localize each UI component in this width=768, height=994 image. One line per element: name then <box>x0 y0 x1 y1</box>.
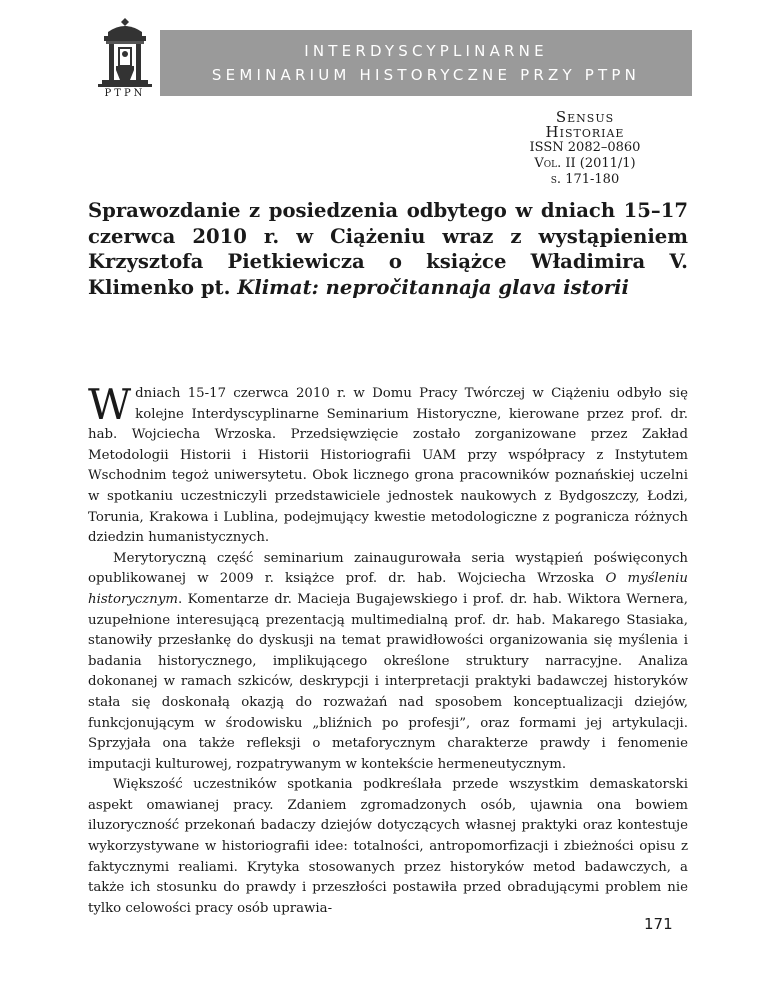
article-title-italic: Klimat: nepročitannaja glava istorii <box>237 275 629 299</box>
banner-line-1: INTERDYSCYPLINARNE <box>304 42 548 60</box>
article-title <box>88 198 688 300</box>
paragraph-2 <box>88 549 688 776</box>
header-banner <box>160 30 692 96</box>
book-title: O myśleniu historycznym <box>88 571 688 607</box>
paragraph-1 <box>88 380 688 549</box>
page-number: 171 <box>644 915 673 933</box>
paragraph-3: Większość uczestników spotkania podkreślała przede wszystkim demaskatorski aspekt omawianej pracy. Zdaniem zgromadzonych osób, ujawnia ona bowiem iluzoryczność przekonań badaczy dziejów dotyczących własnej praktyki oraz kontestuje wykorzystywane w historiografii idee: totalności, antropomorfizacji i zbieżności opisu z faktycznymi realiami. Krytyka stosowanych przez historyków metod badawczych, a także ich stosunku do prawdy i przeszłości postawiła przed obradującymi problem nie tylko celowości pracy osób uprawia- <box>88 777 688 916</box>
journal-name-line-1: Sensus <box>555 108 615 126</box>
paragraph-1-text: dniach 15-17 czerwca 2010 r. w Domu Pracy Twórczej w Ciążeniu odbyło się kolejne Interdyscyplinarne Seminarium Historyczne, kierowane przez prof. dr. hab. Wojciecha Wrzoska. Przedsięwzięcie zostało zorganizowane przez Zakład Metodologii Historii i Historii Historiografii UAM przy współpracy z Instytutem Wschodnim tegoż uniwersytetu. Obok licznego grona pracowników poznańskiej uczelni w spotkaniu uczestniczyli przedstawiciele jednostek naukowych z Bydgoszczy, Łodzi, Torunia, Krakowa i Lublina, podejmujący kwestie metodologiczne z pogranicza różnych dziedzin humanistycznych. <box>88 386 688 546</box>
journal-pages: s. 171-180 <box>550 172 620 187</box>
paragraph-2-before: Merytoryczną część seminarium zainaugurowała seria wystąpień poświęconych opublikowanej w 2009 r. książce prof. dr. hab. Wojciecha Wrzoska <box>88 550 688 587</box>
ptpn-logo <box>94 14 156 102</box>
journal-issn: ISSN 2082–0860 <box>529 140 641 155</box>
drop-cap: W <box>88 380 132 429</box>
paragraph-2-after: . Komentarze dr. Macieja Bugajewskiego i prof. dr. hab. Wiktora Wernera, uzupełnione interesującą prezentacją multimedialną prof. dr. hab. Makarego Stasiaka, stanowiły przesłankę do dyskusji na temat prawidłowości organizowania się myślenia i badania historycznego, implikującego określone struktury narracyjne. Analiza dokonanej w ramach szkiców, deskrypcji i interpretacji praktyki badawczej historyków stała się doskonałą okazją do rozważań nad sposobem konceptualizacji dziejów, funkcjonującym w środowisku „bliźnich po profesji”, oraz formami jej artykulacji. Sprzyjała ona także refleksji o metaforycznym charakterze prawdy i fenomenie imputacji kulturowej, rozpatrywanym w kontekście hermeneutycznym. <box>88 591 688 772</box>
article-title-main: Sprawozdanie z posiedzenia odbytego w dniach 15–17 czerwca 2010 r. w Ciążeniu wraz z wystąpieniem Krzysztofa Pietkiewicza o książce Władimira V. Klimenko pt. <box>88 199 688 299</box>
logo-caption: PTPN <box>104 88 146 99</box>
article-body <box>88 380 688 919</box>
journal-info <box>520 110 650 188</box>
journal-volume: Vol. II (2011/1) <box>534 156 636 171</box>
banner-line-2: SEMINARIUM HISTORYCZNE PRZY PTPN <box>211 66 641 84</box>
journal-name-line-2: Historiae <box>545 123 625 141</box>
